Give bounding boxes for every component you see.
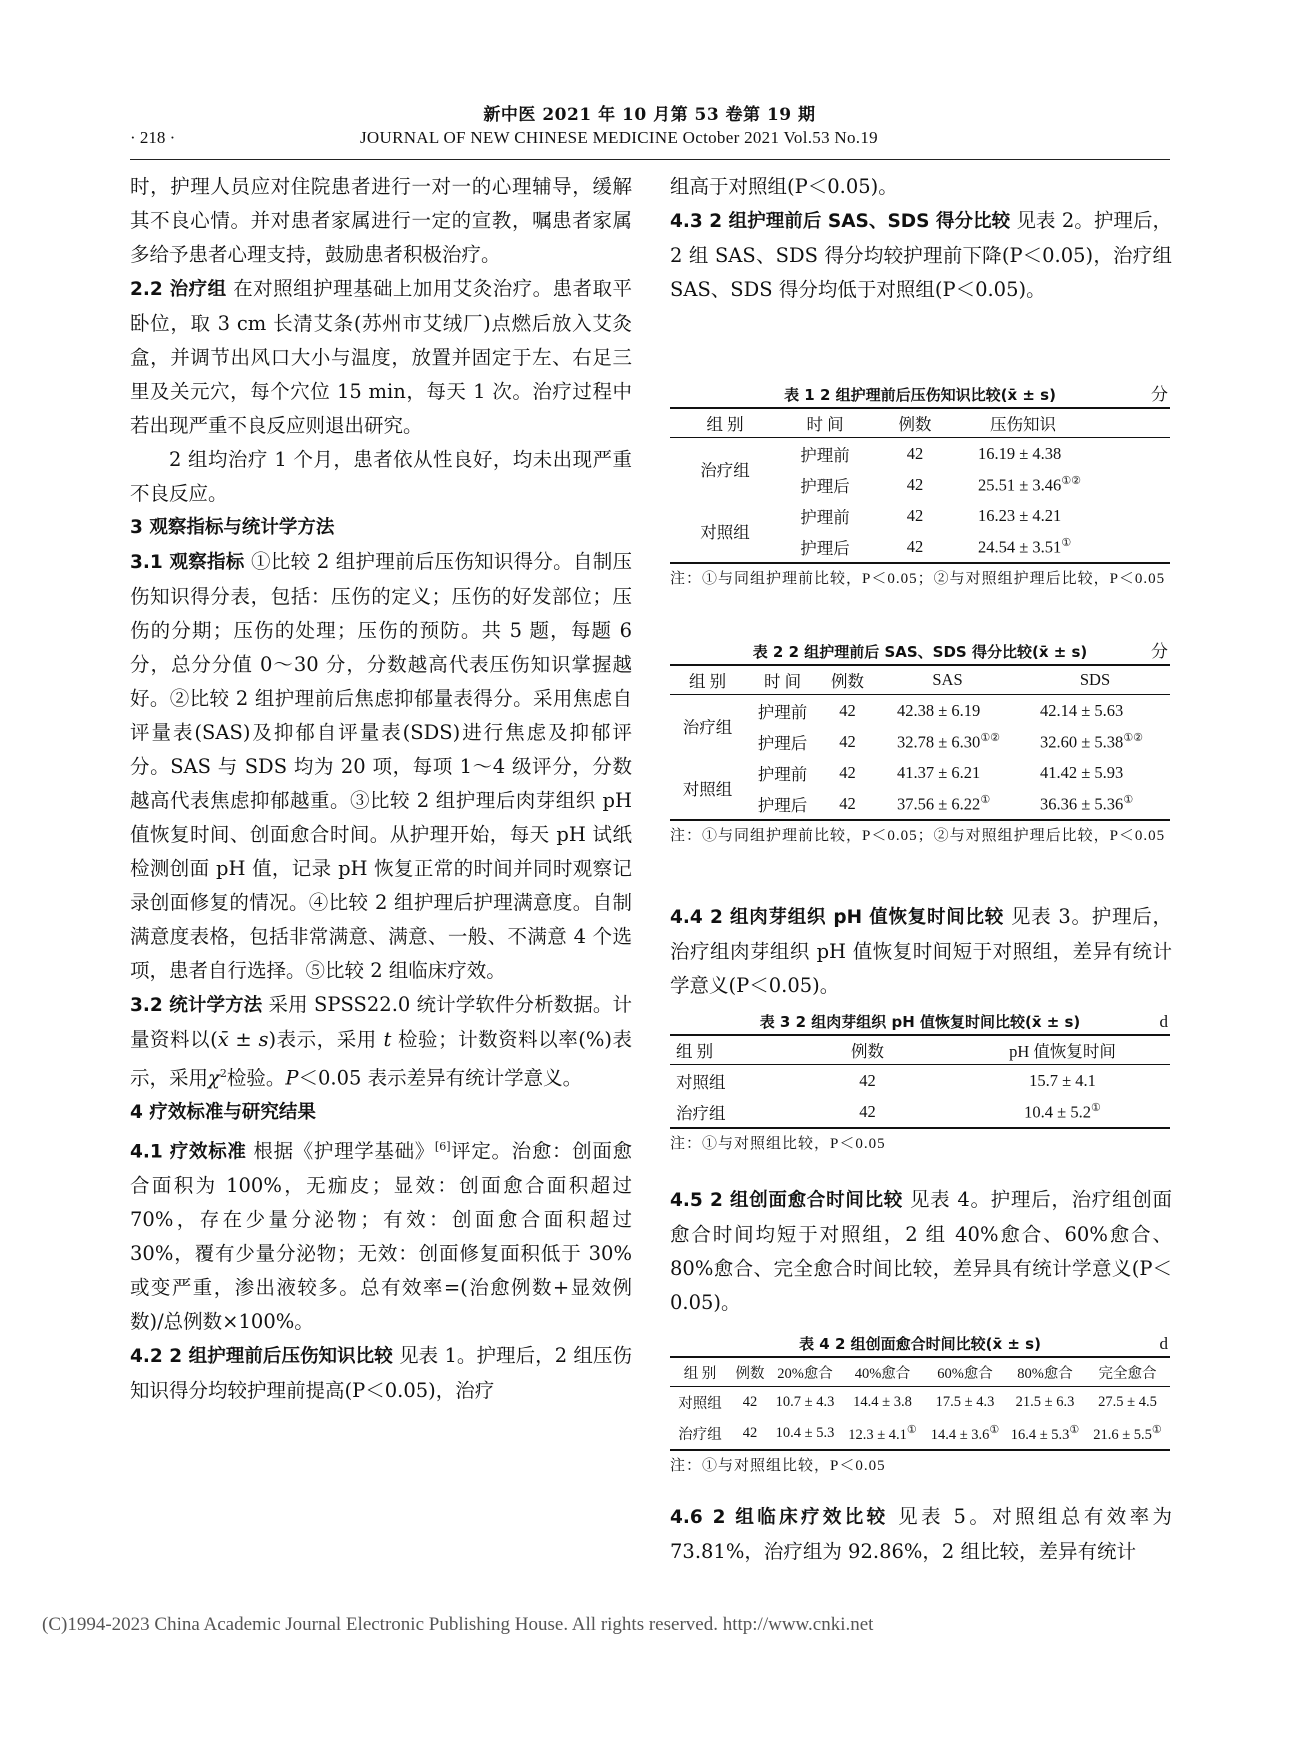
table-cell (925, 1387, 1005, 1419)
table-3-grid (670, 1034, 1170, 1129)
table-header: 完全愈合 (1085, 1357, 1170, 1387)
section-4-6 (670, 1500, 1172, 1569)
table-cell: 护理后 (745, 788, 820, 820)
table-header: 组 别 (670, 665, 745, 695)
table-cell: 护理前 (757, 764, 808, 784)
cell-value: 37.56 ± 6.22 (897, 794, 981, 814)
section-2-2-title: 2.2 治疗组 (130, 279, 227, 300)
table-row (670, 726, 1170, 757)
table-cell: 对照组 (676, 1072, 726, 1092)
section-3-1 (130, 545, 632, 988)
section-4-4-body: 见表 3。护理后，治疗组肉芽组织 pH 值恢复时间短于对照组，差异有统计学意义(P＜0.05)。 (670, 905, 1172, 997)
table-cell: 42 (870, 531, 960, 563)
table-cell (1085, 1387, 1170, 1419)
section-4-3 (670, 204, 1172, 307)
table-cell (840, 1387, 925, 1419)
cell-value: 27.5 ± 4.5 (1098, 1394, 1157, 1410)
section-4-1 (130, 1130, 632, 1340)
table-header: SAS (875, 665, 1020, 695)
cell-value: 16.23 ± 4.21 (978, 505, 1062, 525)
cell-mark: ①② (1061, 474, 1082, 487)
table-header: SDS (1020, 665, 1170, 695)
cell-mark: ①② (980, 731, 1001, 744)
table-cell: 42 (859, 1070, 876, 1090)
table-row (670, 695, 1170, 727)
table-cell: 42 (839, 700, 856, 720)
table-row (670, 757, 1170, 788)
stat-text-c: 检验；计数资料以率(%)表示，采用 (130, 1028, 632, 1090)
cell-value: 15.7 ± 4.1 (1029, 1070, 1096, 1090)
section-4-title: 4 疗效标准与研究结果 (130, 1101, 316, 1123)
table-header-row (670, 665, 1170, 695)
table-1-note: 注：①与同组护理前比较，P＜0.05；②与对照组护理后比较，P＜0.05 (670, 571, 1166, 587)
table-cell (960, 500, 1170, 531)
cell-value: 12.3 ± 4.1 (848, 1426, 907, 1443)
table-cell: 对照组 (670, 757, 745, 820)
table-cell (960, 438, 1170, 470)
table-cell: 10.4 ± 5.3 (770, 1418, 840, 1450)
table-cell: 10.7 ± 4.3 (775, 1394, 835, 1410)
cell-value: 36.36 ± 5.36 (1040, 794, 1124, 814)
right-block-2 (670, 900, 1172, 1003)
section-4-1-title: 4.1 疗效标准 (130, 1141, 247, 1162)
table-cell (840, 1418, 925, 1450)
table-cell: 42 (742, 1394, 758, 1410)
table-header: 20%愈合 (770, 1357, 840, 1387)
table-1 (670, 383, 1170, 594)
table-header: 压伤知识 (960, 408, 1170, 438)
table-3-caption-text: 表 3 2 组肉芽组织 pH 值恢复时间比较(x̄ ± s) (759, 1013, 1081, 1031)
table-cell: 治疗组 (670, 1096, 780, 1128)
stat-text-b: )表示，采用 (268, 1028, 384, 1051)
cell-mark: ①② (1123, 731, 1144, 744)
table-header: 组 别 (670, 408, 780, 438)
section-4-4-title: 4.4 2 组肉芽组织 pH 值恢复时间比较 (670, 907, 1005, 928)
table-cell: 42 (906, 474, 924, 494)
copyright-footer: (C)1994-2023 China Academic Journal Electronic Publishing House. All rights reserved. http://www.cnki.net (42, 1614, 874, 1635)
section-3-2-title: 3.2 统计学方法 (130, 995, 263, 1016)
cell-value: 42.14 ± 5.63 (1040, 700, 1124, 720)
table-cell (875, 726, 1020, 757)
table-cell (1020, 695, 1170, 727)
table-header-row (670, 1035, 1170, 1065)
section-4-2-body: 见表 1。护理后，2 组压伤知识得分均较护理前提高(P＜0.05)，治疗 (130, 1344, 632, 1402)
table-header: 例数 (780, 1035, 955, 1065)
section-4-2-title: 4.2 2 组护理前后压伤知识比较 (130, 1346, 393, 1367)
table-row (670, 1418, 1170, 1450)
left-column (130, 170, 632, 1408)
paragraph-4-2-cont: 组高于对照组(P＜0.05)。 (670, 175, 898, 198)
section-4-3-body: 见表 2。护理后，2 组 SAS、SDS 得分均较护理前下降(P＜0.05)，治疗组 SAS、SDS 得分均低于对照组(P＜0.05)。 (670, 209, 1172, 301)
cell-mark: ① (1090, 1101, 1101, 1114)
stat-text-d: 检验。 (226, 1066, 286, 1090)
cell-value: 14.4 ± 3.8 (853, 1394, 912, 1410)
cell-value: 24.54 ± 3.51 (978, 537, 1062, 557)
table-cell: 护理前 (757, 702, 808, 722)
table-cell: 护理后 (757, 733, 808, 753)
table-cell: 治疗组 (682, 718, 733, 737)
table-cell: 42 (780, 1096, 955, 1128)
stat-t: t (383, 1028, 392, 1051)
table-cell: 护理前 (800, 445, 850, 465)
table-cell (1020, 726, 1170, 757)
table-cell: 护理后 (780, 531, 870, 563)
paragraph-psych: 时，护理人员应对住院患者进行一对一的心理辅导，缓解其不良心情。并对患者家属进行一定的宣教，嘱患者家属多给予患者心理支持，鼓励患者积极治疗。 (130, 175, 632, 266)
table-3-unit: d (1159, 1012, 1168, 1031)
table-4-grid (670, 1356, 1170, 1451)
cell-value: 32.60 ± 5.38 (1040, 732, 1124, 752)
cell-mark: ① (980, 793, 991, 806)
table-row (670, 1065, 1170, 1097)
table-cell (925, 1418, 1005, 1450)
table-header: 时 间 (780, 408, 870, 438)
table-3-note: 注：①与对照组比较，P＜0.05 (670, 1136, 886, 1152)
table-cell: 护理前 (800, 507, 850, 527)
stat-text-a: 采用 SPSS22.0 统计学软件分析数据。计量资料以( (130, 993, 632, 1051)
stat-text-e: ＜0.05 表示差异有统计学意义。 (298, 1066, 583, 1090)
cell-mark: ① (1151, 1424, 1162, 1437)
section-4-6-title: 4.6 2 组临床疗效比较 (670, 1507, 889, 1528)
table-4-unit: d (1159, 1334, 1168, 1353)
table-cell (960, 469, 1170, 500)
table-cell: 42 (906, 443, 924, 463)
table-cell (875, 788, 1020, 820)
cell-value: 17.5 ± 4.3 (935, 1394, 995, 1410)
table-header: 组 别 (670, 1357, 730, 1387)
stat-mean-sd: x̄ ± s (217, 1028, 269, 1051)
table-header: 组 别 (670, 1035, 780, 1065)
section-4-4 (670, 900, 1172, 1003)
journal-title-cn: 新中医 2021 年 10 月第 53 卷第 19 期 (483, 105, 816, 125)
cell-mark: ① (1061, 536, 1072, 549)
table-cell (955, 1065, 1170, 1097)
table-2 (670, 640, 1170, 851)
table-cell (875, 695, 1020, 727)
section-4-5-title: 4.5 2 组创面愈合时间比较 (670, 1190, 904, 1211)
section-3-1-title: 3.1 观察指标 (130, 552, 245, 573)
table-header: pH 值恢复时间 (955, 1035, 1170, 1065)
table-cell: 42 (820, 788, 875, 820)
table-cell: 对照组 (670, 500, 780, 563)
table-row (670, 500, 1170, 531)
right-block-4 (670, 1500, 1172, 1569)
table-row (670, 1096, 1170, 1128)
table-cell: 治疗组 (670, 1418, 730, 1450)
table-cell: 治疗组 (700, 461, 750, 480)
cell-value: 14.4 ± 3.6 (930, 1426, 990, 1443)
table-header: 时 间 (745, 665, 820, 695)
section-4-1-body: 根据《护理学基础》 (246, 1139, 435, 1162)
table-4-note: 注：①与对照组比较，P＜0.05 (670, 1458, 886, 1474)
cell-value: 16.19 ± 4.38 (978, 443, 1062, 463)
table-3-caption (670, 1010, 1170, 1034)
section-4-1-body2: 评定。治愈：创面愈合面积为 100%，无痂皮；显效：创面愈合面积超过 70%，存在少量分泌物；有效：创面愈合面积超过 30%，覆有少量分泌物；无效：创面修复面积低于 30%或变严重，渗出液较多。总有效率=(治愈例数+显效例数)/总例数×100%。 (130, 1139, 632, 1333)
table-cell (955, 1096, 1170, 1128)
table-cell (1005, 1387, 1085, 1419)
table-2-grid (670, 664, 1170, 821)
cell-mark: ① (906, 1424, 917, 1437)
section-3-2 (130, 988, 632, 1096)
table-4-caption-text: 表 4 2 组创面愈合时间比较(x̄ ± s) (799, 1335, 1041, 1353)
cell-value: 16.4 ± 5.3 (1010, 1426, 1070, 1443)
table-row (670, 438, 1170, 470)
table-1-caption (670, 383, 1170, 407)
section-3-1-body: ①比较 2 组护理前后压伤知识得分。自制压伤知识得分表，包括：压伤的定义；压伤的好发部位；压伤的分期；压伤的处理；压伤的预防。共 5 题，每题 6 分，总分分值 0～30 分，分数越高代表压伤知识掌握越好。②比较 2 组护理前后焦虑抑郁量表得分。采用焦虑自评量表(SAS)及抑郁自评量表(SDS)进行焦虑及抑郁评分。SAS 与 SDS 均为 20 项，每项 1～4 级评分，分数越高代表焦虑抑郁越重。③比较 2 组护理后肉芽组织 pH 值恢复时间、创面愈合时间。从护理开始，每天 pH 试纸检测创面 pH 值，记录 pH 恢复正常的时间并同时观察记录创面修复的情况。④比较 2 组护理后护理满意度。自制满意度表格，包括非常满意、满意、一般、不满意 4 个选项，患者自行选择。⑤比较 2 组临床疗效。 (130, 550, 632, 982)
cell-mark: ① (989, 1424, 1000, 1437)
cell-value: 41.37 ± 6.21 (897, 762, 981, 782)
reference-mark: [6] (434, 1139, 451, 1153)
stat-p: P (285, 1066, 299, 1090)
page-number: · 218 · (130, 128, 176, 147)
table-cell (1085, 1418, 1170, 1450)
table-cell: 42 (730, 1418, 770, 1450)
cell-value: 41.42 ± 5.93 (1040, 762, 1124, 782)
table-4-caption (670, 1332, 1170, 1356)
table-cell (1020, 757, 1170, 788)
table-header-row (670, 1357, 1170, 1387)
cell-mark: ① (1069, 1424, 1080, 1437)
table-4 (670, 1332, 1170, 1481)
section-2-2-body: 在对照组护理基础上加用艾灸治疗。患者取平卧位，取 3 cm 长清艾条(苏州市艾绒厂)点燃后放入艾灸盒，并调节出风口大小与温度，放置并固定于左、右足三里及关元穴，每个穴位 15 min，每天 1 次。治疗过程中若出现严重不良反应则退出研究。 (130, 277, 632, 437)
table-header: 80%愈合 (1005, 1357, 1085, 1387)
running-header (130, 128, 1170, 150)
table-cell: 42 (839, 731, 856, 751)
journal-title-en: JOURNAL OF NEW CHINESE MEDICINE October 2021 Vol.53 No.19 (360, 128, 878, 147)
section-4-6-body: 见表 5。对照组总有效率为 73.81%，治疗组为 92.86%，2 组比较，差异有统计 (670, 1505, 1172, 1563)
table-1-caption-text: 表 1 2 组护理前后压伤知识比较(x̄ ± s) (784, 386, 1056, 404)
table-cell: 护理后 (800, 476, 850, 496)
table-cell: 42 (906, 505, 924, 525)
table-header-row (670, 408, 1170, 438)
paragraph-compliance: 2 组均治疗 1 个月，患者依从性良好，均未出现严重不良反应。 (130, 448, 632, 505)
header-rule (130, 159, 1170, 160)
cell-value: 42.38 ± 6.19 (897, 700, 981, 720)
section-4-5-body: 见表 4。护理后，治疗组创面愈合时间均短于对照组，2 组 40%愈合、60%愈合、80%愈合、完全愈合时间比较，差异具有统计学意义(P＜0.05)。 (670, 1188, 1172, 1314)
cell-value: 21.6 ± 5.5 (1093, 1426, 1152, 1443)
section-4-2 (130, 1339, 632, 1408)
table-cell (960, 531, 1170, 563)
section-4-3-title: 4.3 2 组护理前后 SAS、SDS 得分比较 (670, 211, 1011, 232)
stat-chi-exp: 2 (219, 1067, 227, 1080)
table-header: 60%愈合 (925, 1357, 1005, 1387)
right-block-3 (670, 1183, 1172, 1320)
table-header: 例数 (730, 1357, 770, 1387)
table-3 (670, 1010, 1170, 1159)
table-cell: 对照组 (678, 1396, 722, 1412)
table-cell (1005, 1418, 1085, 1450)
table-1-grid (670, 407, 1170, 564)
table-2-caption (670, 640, 1170, 664)
cell-value: 21.5 ± 6.3 (1015, 1394, 1075, 1410)
section-3-title: 3 观察指标与统计学方法 (130, 517, 335, 538)
table-header: 例数 (820, 665, 875, 695)
table-1-unit: 分 (1151, 385, 1168, 404)
cell-value: 10.4 ± 5.2 (1024, 1102, 1091, 1122)
table-cell (875, 757, 1020, 788)
table-2-caption-text: 表 2 2 组护理前后 SAS、SDS 得分比较(x̄ ± s) (752, 643, 1088, 661)
section-4-5 (670, 1183, 1172, 1320)
section-2-2 (130, 272, 632, 443)
table-2-note: 注：①与同组护理前比较，P＜0.05；②与对照组护理后比较，P＜0.05 (670, 828, 1166, 844)
table-2-unit: 分 (1151, 642, 1168, 661)
stat-chi: χ (208, 1066, 220, 1090)
cell-mark: ① (1123, 793, 1134, 806)
cell-value: 25.51 ± 3.46 (978, 475, 1062, 495)
table-cell (1020, 788, 1170, 820)
table-row (670, 788, 1170, 820)
table-row (670, 1387, 1170, 1419)
table-header: 例数 (870, 408, 960, 438)
cell-value: 32.78 ± 6.30 (897, 732, 981, 752)
table-header: 40%愈合 (840, 1357, 925, 1387)
table-cell: 42 (839, 762, 856, 782)
right-block-1 (670, 170, 1172, 307)
